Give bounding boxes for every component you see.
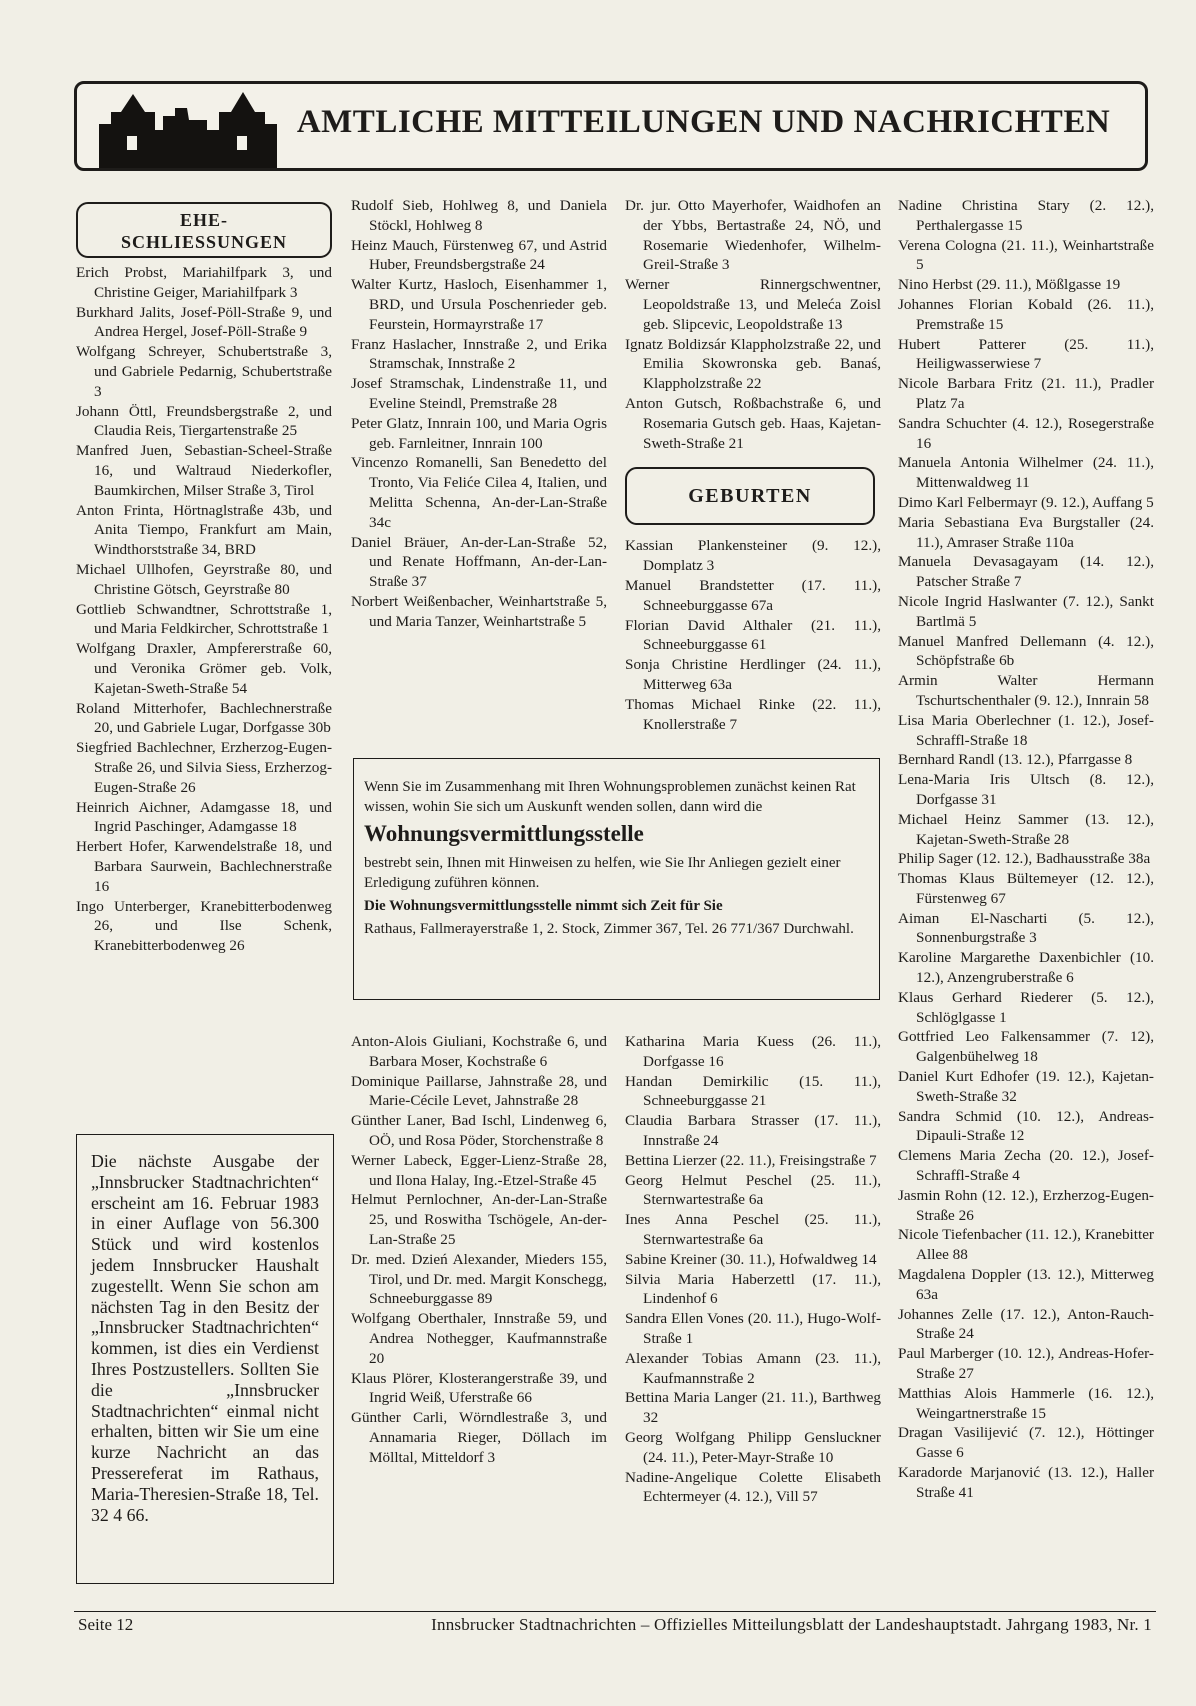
marriage-entry: Franz Haslacher, Innstraße 2, und Erika Stramschak, Innstraße 2 — [351, 335, 607, 373]
birth-entry: Karoline Margarethe Daxenbichler (10. 12.), Anzengruberstraße 6 — [898, 949, 1154, 987]
column-1 — [76, 202, 332, 956]
column-4 — [898, 196, 1154, 1503]
housing-address: Rathaus, Fallmerayerstraße 1, 2. Stock, Zimmer 367, Tel. 26 771/367 Durchwahl. — [364, 921, 854, 937]
birth-entry: Bettina Lierzer (22. 11.), Freisingstraße 7 — [625, 1151, 877, 1169]
birth-entry: Hubert Patterer (25. 11.), Heiligwasserwiese 7 — [898, 335, 1154, 373]
column-3-top — [625, 196, 881, 734]
marriage-entry: Dr. med. Dzień Alexander, Mieders 155, Tirol, und Dr. med. Margit Konschegg, Schneeburggasse 89 — [351, 1250, 607, 1308]
marriage-entry: Michael Ullhofen, Geyrstraße 80, und Christine Götsch, Geyrstraße 80 — [76, 560, 332, 598]
marriage-entry: Anton Frinta, Hörtnaglstraße 43b, und Anita Tiempo, Frankfurt am Main, Windthorststraße 34, BRD — [76, 501, 332, 559]
birth-entry: Nino Herbst (29. 11.), Mößlgasse 19 — [898, 276, 1121, 294]
marriage-entry: Werner Labeck, Egger-Lienz-Straße 28, und Ilona Halay, Ing.-Etzel-Straße 45 — [351, 1151, 607, 1189]
marriage-entry: Werner Rinnergschwentner, Leopoldstraße 13, und Meleća Zoisl geb. Slipcevic, Leopoldstraße 13 — [625, 276, 881, 333]
birth-entry: Lena-Maria Iris Ultsch (8. 12.), Dorfgasse 31 — [898, 771, 1154, 808]
birth-entry: Bernhard Randl (13. 12.), Pfarrgasse 8 — [898, 751, 1133, 769]
page-number: Seite 12 — [78, 1615, 134, 1634]
marriage-entry: Klaus Plörer, Klosterangerstraße 39, und Ingrid Weiß, Uferstraße 66 — [351, 1369, 607, 1407]
birth-list — [625, 536, 881, 734]
birth-entry: Magdalena Doppler (13. 12.), Mitterweg 63a — [898, 1266, 1154, 1303]
birth-entry: Sandra Schuchter (4. 12.), Rosegerstraße 16 — [898, 414, 1154, 452]
marriage-entry: Anton-Alois Giuliani, Kochstraße 6, und Barbara Moser, Kochstraße 6 — [351, 1033, 607, 1070]
marriage-entry: Wolfgang Draxler, Ampfererstraße 60, und Veronika Grömer geb. Volk, Kajetan-Sweth-Straße 54 — [76, 640, 332, 697]
birth-entry: Nadine-Angelique Colette Elisabeth Echtermeyer (4. 12.), Vill 57 — [625, 1468, 881, 1506]
marriage-entry: Wolfgang Oberthaler, Innstraße 59, und Andrea Nothegger, Kaufmannstraße 20 — [351, 1310, 607, 1367]
birth-entry: Georg Helmut Peschel (25. 11.), Sternwartestraße 6a — [625, 1171, 881, 1209]
marriage-entry: Herbert Hofer, Karwendelstraße 18, und Barbara Saurwein, Bachlechnerstraße 16 — [76, 838, 332, 895]
birth-entry: Manuela Antonia Wilhelmer (24. 11.), Mittenwaldweg 11 — [898, 454, 1154, 492]
birth-entry: Verena Cologna (21. 11.), Weinhartstraße 5 — [898, 236, 1154, 274]
marriage-entry: Josef Stramschak, Lindenstraße 11, und Eveline Steindl, Premstraße 28 — [351, 375, 607, 412]
marriage-entry: Dominique Paillarse, Jahnstraße 28, und Marie-Cécile Levet, Jahnstraße 28 — [351, 1072, 607, 1110]
birth-entry: Sandra Schmid (10. 12.), Andreas-Dipauli-Straße 12 — [898, 1107, 1154, 1145]
marriage-list — [351, 196, 607, 632]
marriage-entry: Johann Öttl, Freundsbergstraße 2, und Claudia Reis, Tiergartenstraße 25 — [76, 402, 332, 440]
marriage-entry: Daniel Bräuer, An-der-Lan-Straße 52, und Renate Hoffmann, An-der-Lan-Straße 37 — [351, 533, 607, 591]
marriage-list — [76, 263, 332, 956]
birth-entry: Sonja Christine Herdlinger (24. 11.), Mitterweg 63a — [625, 656, 881, 693]
birth-entry: Aiman El-Nascharti (5. 12.), Sonnenburgstraße 3 — [898, 909, 1154, 947]
marriage-entry: Heinz Mauch, Fürstenweg 67, und Astrid Huber, Freundsbergstraße 24 — [351, 236, 607, 274]
marriage-entry: Günther Laner, Bad Ischl, Lindenweg 6, OÖ, und Rosa Pöder, Storchenstraße 8 — [351, 1112, 607, 1149]
housing-intro: Wenn Sie im Zusammenhang mit Ihren Wohnungsproblemen zunächst keinen Rat wissen, wohin Sie sich um Auskunft wenden sollen, dann wird die — [364, 779, 856, 815]
geburten-heading: GEBURTEN — [625, 467, 875, 525]
marriage-entry: Norbert Weißenbacher, Weinhartstraße 5, und Maria Tanzer, Weinhartstraße 5 — [351, 592, 607, 630]
birth-entry: Ines Anna Peschel (25. 11.), Sternwartestraße 6a — [625, 1211, 881, 1248]
housing-body: bestrebt sein, Ihnen mit Hinweisen zu helfen, wie Sie Ihr Anliegen gezielt einer Erledigung zuführen können. — [364, 855, 841, 891]
birth-entry: Klaus Gerhard Riederer (5. 12.), Schlöglgasse 1 — [898, 988, 1154, 1026]
marriage-entry: Roland Mitterhofer, Bachlechnerstraße 20, und Gabriele Lugar, Dorfgasse 30b — [76, 699, 332, 737]
birth-entry: Paul Marberger (10. 12.), Andreas-Hofer-Straße 27 — [898, 1345, 1154, 1383]
marriage-entry: Gottlieb Schwandtner, Schrottstraße 1, und Maria Feldkircher, Schrottstraße 1 — [76, 600, 332, 638]
birth-entry: Maria Sebastiana Eva Burgstaller (24. 11.), Amraser Straße 110a — [898, 513, 1154, 551]
marriage-entry: Günther Carli, Wörndlestraße 3, und Annamaria Rieger, Döllach im Mölltal, Mitteldorf 3 — [351, 1409, 607, 1466]
birth-entry: Handan Demirkilic (15. 11.), Schneeburggasse 21 — [625, 1072, 881, 1110]
birth-entry: Thomas Michael Rinke (22. 11.), Knollerstraße 7 — [625, 695, 881, 733]
eheschliessungen-heading — [76, 202, 332, 258]
birth-entry: Thomas Klaus Bültemeyer (12. 12.), Fürstenweg 67 — [898, 870, 1154, 907]
birth-list — [898, 196, 1154, 1503]
birth-entry: Lisa Maria Oberlechner (1. 12.), Josef-Schraffl-Straße 18 — [898, 711, 1154, 749]
marriage-entry: Ignatz Boldizsár Klappholzstraße 22, und Emilia Skowronska geb. Banaś, Klappholzstraße 22 — [625, 335, 881, 393]
birth-entry: Sabine Kreiner (30. 11.), Hofwaldweg 14 — [625, 1250, 877, 1268]
birth-entry: Alexander Tobias Amann (23. 11.), Kaufmannstraße 2 — [625, 1349, 881, 1387]
marriage-entry: Heinrich Aichner, Adamgasse 18, und Ingrid Paschinger, Adamgasse 18 — [76, 798, 332, 836]
birth-entry: Nicole Ingrid Haslwanter (7. 12.), Sankt Bartlmä 5 — [898, 592, 1154, 630]
birth-entry: Matthias Alois Hammerle (16. 12.), Weingartnerstraße 15 — [898, 1384, 1154, 1422]
birth-entry: Michael Heinz Sammer (13. 12.), Kajetan-Sweth-Straße 28 — [898, 810, 1154, 848]
marriage-entry: Erich Probst, Mariahilfpark 3, und Christine Geiger, Mariahilfpark 3 — [76, 264, 332, 301]
birth-entry: Georg Wolfgang Philipp Gensluckner (24. 11.), Peter-Mayr-Straße 10 — [625, 1428, 881, 1466]
column-3-bottom — [625, 1032, 881, 1507]
birth-entry: Kassian Plankensteiner (9. 12.), Domplatz 3 — [625, 537, 881, 575]
marriage-entry: Vincenzo Romanelli, San Benedetto del Tronto, Via Feliće Cilea 4, Italien, und Melitta Schenna, An-der-Lan-Straße 34c — [351, 454, 607, 531]
marriage-entry: Walter Kurtz, Hasloch, Eisenhammer 1, BRD, und Ursula Poschenrieder geb. Feurstein, Hormayrstraße 17 — [351, 276, 607, 333]
housing-office-notice — [353, 758, 880, 1000]
birth-entry: Florian David Althaler (21. 11.), Schneeburggasse 61 — [625, 616, 881, 654]
footer-rule — [74, 1611, 1156, 1612]
birth-entry: Gottfried Leo Falkensammer (7. 12), Galgenbühelweg 18 — [898, 1028, 1154, 1066]
birth-entry: Nicole Tiefenbacher (11. 12.), Kranebitter Allee 88 — [898, 1226, 1154, 1264]
birth-entry: Dimo Karl Felbermayr (9. 12.), Auffang 5 — [898, 493, 1154, 511]
next-issue-notice: Die nächste Ausgabe der „Innsbrucker Stadtnachrichten“ erscheint am 16. Februar 1983 in einer Auflage von 56.300 Stück und wird kostenlos jedem Innsbrucker Haushalt zugestellt. Wenn Sie schon am nächsten Tag in den Besitz der „Innsbrucker Stadtnachrichten“ kommen, ist dies ein Verdienst Ihres Postzustellers. Sollten Sie die „Innsbrucker Stadtnachrichten“ einmal nicht erhalten, bitten wir Sie um eine kurze Nachricht an das Pressereferat im Rathaus, Maria-Theresien-Straße 18, Tel. 32 4 66. — [76, 1134, 334, 1584]
publication-line: Innsbrucker Stadtnachrichten – Offizielles Mitteilungsblatt der Landeshauptstadt. Jahrgang 1983, Nr. 1 — [431, 1615, 1152, 1634]
birth-list — [625, 1032, 881, 1507]
marriage-entry: Peter Glatz, Innrain 100, und Maria Ogris geb. Farnleitner, Innrain 100 — [351, 414, 607, 452]
housing-bold-line: Die Wohnungsvermittlungsstelle nimmt sich Zeit für Sie — [364, 898, 723, 914]
birth-entry: Johannes Zelle (17. 12.), Anton-Rauch-Straße 24 — [898, 1305, 1154, 1343]
housing-office-title: Wohnungsvermittlungsstelle — [364, 821, 644, 846]
birth-entry: Manuel Manfred Dellemann (4. 12.), Schöpfstraße 6b — [898, 632, 1154, 670]
marriage-entry: Manfred Juen, Sebastian-Scheel-Straße 16, und Waltraud Niederkofler, Baumkirchen, Milser Straße 3, Tirol — [76, 442, 332, 499]
birth-entry: Philip Sager (12. 12.), Badhausstraße 38a — [898, 850, 1151, 868]
heading-line: SCHLIESSUNGEN — [120, 232, 288, 252]
birth-entry: Johannes Florian Kobald (26. 11.), Premstraße 15 — [898, 295, 1154, 333]
birth-entry: Bettina Maria Langer (21. 11.), Barthweg 32 — [625, 1389, 881, 1427]
birth-entry: Daniel Kurt Edhofer (19. 12.), Kajetan-Sweth-Straße 32 — [898, 1068, 1154, 1105]
marriage-entry: Burkhard Jalits, Josef-Pöll-Straße 9, und Andrea Hergel, Josef-Pöll-Straße 9 — [76, 303, 332, 341]
birth-entry: Katharina Maria Kuess (26. 11.), Dorfgasse 16 — [625, 1033, 881, 1070]
marriage-list — [625, 196, 881, 453]
column-2-bottom — [351, 1032, 607, 1468]
birth-entry: Manuel Brandstetter (17. 11.), Schneeburggasse 67a — [625, 576, 881, 614]
column-2-top — [351, 196, 607, 632]
heading-line: EHE- — [179, 210, 228, 230]
birth-entry: Manuela Devasagayam (14. 12.), Patscher Straße 7 — [898, 553, 1154, 591]
birth-entry: Dragan Vasilijević (7. 12.), Höttinger Gasse 6 — [898, 1424, 1154, 1462]
birth-entry: Nadine Christina Stary (2. 12.), Perthalergasse 15 — [898, 197, 1154, 234]
birth-entry: Jasmin Rohn (12. 12.), Erzherzog-Eugen-Straße 26 — [898, 1186, 1154, 1224]
birth-entry: Silvia Maria Haberzettl (17. 11.), Lindenhof 6 — [625, 1270, 881, 1308]
birth-entry: Claudia Barbara Strasser (17. 11.), Innstraße 24 — [625, 1112, 881, 1149]
marriage-entry: Anton Gutsch, Roßbachstraße 6, und Rosemaria Gutsch geb. Haas, Kajetan-Sweth-Straße 21 — [625, 394, 881, 452]
marriage-entry: Helmut Pernlochner, An-der-Lan-Straße 25, und Roswitha Tschögele, An-der-Lan-Straße 25 — [351, 1191, 607, 1248]
marriage-entry: Ingo Unterberger, Kranebitterbodenweg 26, und Ilse Schenk, Kranebitterbodenweg 26 — [76, 897, 332, 955]
marriage-entry: Rudolf Sieb, Hohlweg 8, und Daniela Stöckl, Hohlweg 8 — [351, 197, 607, 234]
marriage-entry: Siegfried Bachlechner, Erzherzog-Eugen-Straße 26, und Silvia Siess, Erzherzog-Eugen-Straße 26 — [76, 739, 332, 796]
birth-entry: Karadorde Marjanović (13. 12.), Haller Straße 41 — [898, 1464, 1154, 1501]
header-banner — [74, 81, 1148, 171]
birth-entry: Armin Walter Hermann Tschurtschenthaler (9. 12.), Innrain 58 — [898, 672, 1154, 709]
birth-entry: Nicole Barbara Fritz (21. 11.), Pradler Platz 7a — [898, 375, 1154, 412]
page-title: AMTLICHE MITTEILUNGEN UND NACHRICHTEN — [296, 104, 1111, 140]
birth-entry: Clemens Maria Zecha (20. 12.), Josef-Schraffl-Straße 4 — [898, 1147, 1154, 1185]
marriage-entry: Wolfgang Schreyer, Schubertstraße 3, und Gabriele Pedarnig, Schubertstraße 3 — [76, 343, 332, 400]
marriage-entry: Dr. jur. Otto Mayerhofer, Waidhofen an der Ybbs, Bertastraße 24, NÖ, und Rosemarie Wiedenhofer, Wilhelm-Greil-Straße 3 — [625, 197, 881, 274]
marriage-list — [351, 1032, 607, 1468]
birth-entry: Sandra Ellen Vones (20. 11.), Hugo-Wolf-Straße 1 — [625, 1310, 881, 1347]
